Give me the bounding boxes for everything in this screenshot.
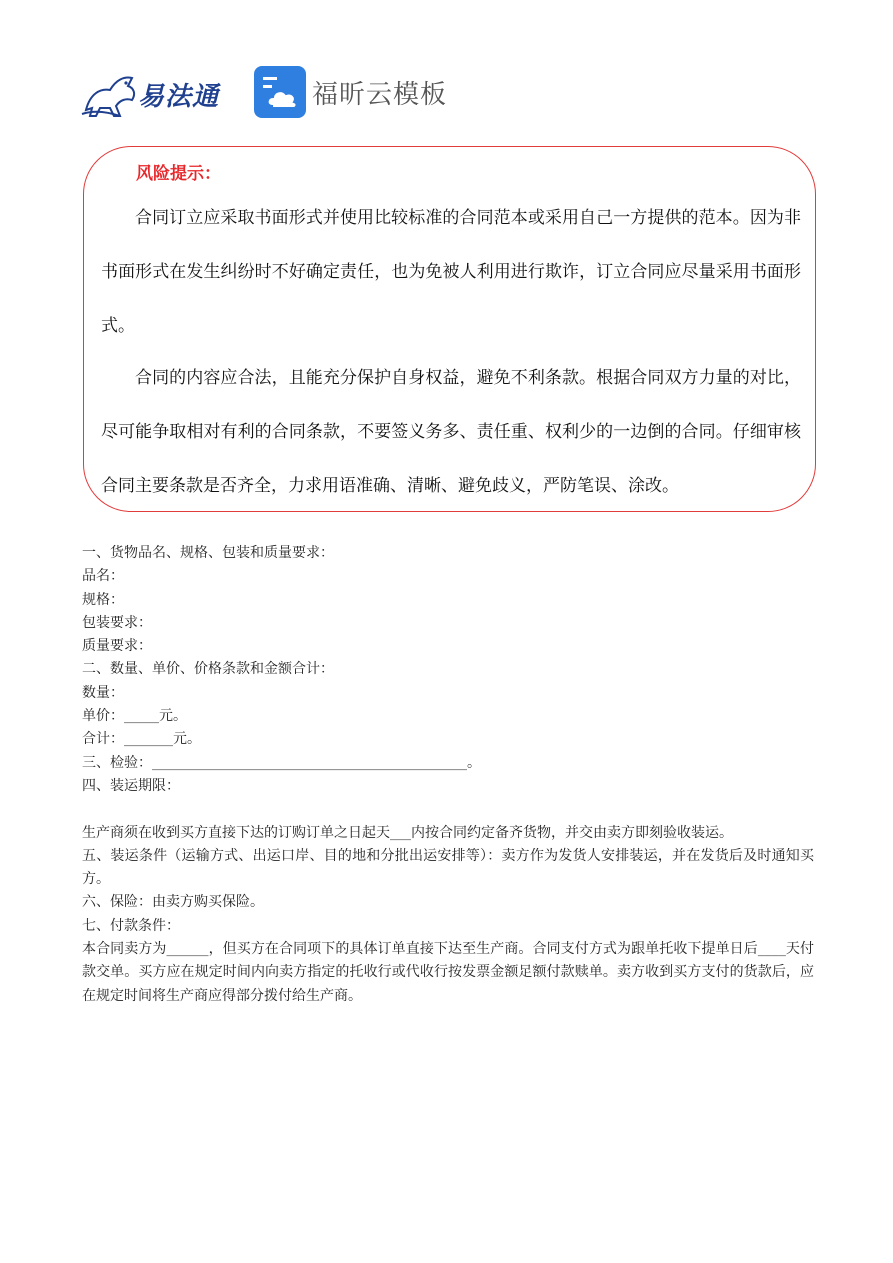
total-line: 合计：_______元。 xyxy=(82,731,201,748)
horse-icon xyxy=(80,64,140,120)
shipment-conditions: 五、装运条件（运输方式、出运口岸、目的地和分批出运安排等）：卖方作为发货人安排装运，并在发货后及时通知买方。 xyxy=(82,847,814,888)
brand-name: 福昕云模板 xyxy=(312,80,448,110)
shipment-period-heading: 四、装运期限： xyxy=(82,777,180,794)
spec-line: 规格： xyxy=(82,591,124,608)
quality-line: 质量要求： xyxy=(82,638,152,655)
section-goods-heading: 一、货物品名、规格、包装和质量要求： xyxy=(82,545,334,561)
product-name-line: 品名： xyxy=(82,568,124,585)
payment-text: 本合同卖方为______，但买方在合同项下的具体订单直接下达至生产商。合同支付方式为跟单托收下提单日后____天付款交单。买方应在规定时间内向卖方指定的托收行或代收行按发票金额足额付款赎单。卖方收到买方支付的货款后，应在规定时间将生产商应得部分拨付给生产商。 xyxy=(82,941,814,1004)
blank-line xyxy=(82,798,814,821)
unit-price-line: 单价：_____元。 xyxy=(82,708,187,725)
risk-paragraph-1: 合同订立应采取书面形式并使用比较标准的合同范本或采用自己一方提供的范本。因为非书面形式在发生纠纷时不好确定责任，也为免被人利用进行欺诈，订立合同应尽量采用书面形式。 xyxy=(101,208,801,336)
logo1-text: 易法通 xyxy=(138,82,220,112)
section-quantity-heading: 二、数量、单价、价格条款和金额合计： xyxy=(82,661,334,678)
risk-title: 风险提示： xyxy=(136,164,221,184)
foxit-cloud-icon xyxy=(254,66,306,118)
shipment-period-text: 生产商须在收到买方直接下达的订购订单之日起天___内按合同约定备齐货物，并交由卖方即刻验收装运。 xyxy=(82,824,733,841)
yifatong-logo xyxy=(80,64,230,120)
payment-heading: 七、付款条件： xyxy=(82,917,180,934)
contract-body xyxy=(82,542,814,1008)
packaging-line: 包装要求： xyxy=(82,614,152,631)
header xyxy=(80,60,500,124)
risk-notice-box xyxy=(83,146,816,512)
inspection-line: 三、检验：_____________________________________________。 xyxy=(82,754,481,771)
quantity-line: 数量： xyxy=(82,684,124,701)
insurance-line: 六、保险：由卖方购买保险。 xyxy=(82,894,264,911)
risk-paragraph-2: 合同的内容应合法，且能充分保护自身权益，避免不利条款。根据合同双方力量的对比，尽可能争取相对有利的合同条款，不要签义务多、责任重、权利少的一边倒的合同。仔细审核合同主要条款是否齐全，力求用语准确、清晰、避免歧义，严防笔误、涂改。 xyxy=(101,368,801,496)
